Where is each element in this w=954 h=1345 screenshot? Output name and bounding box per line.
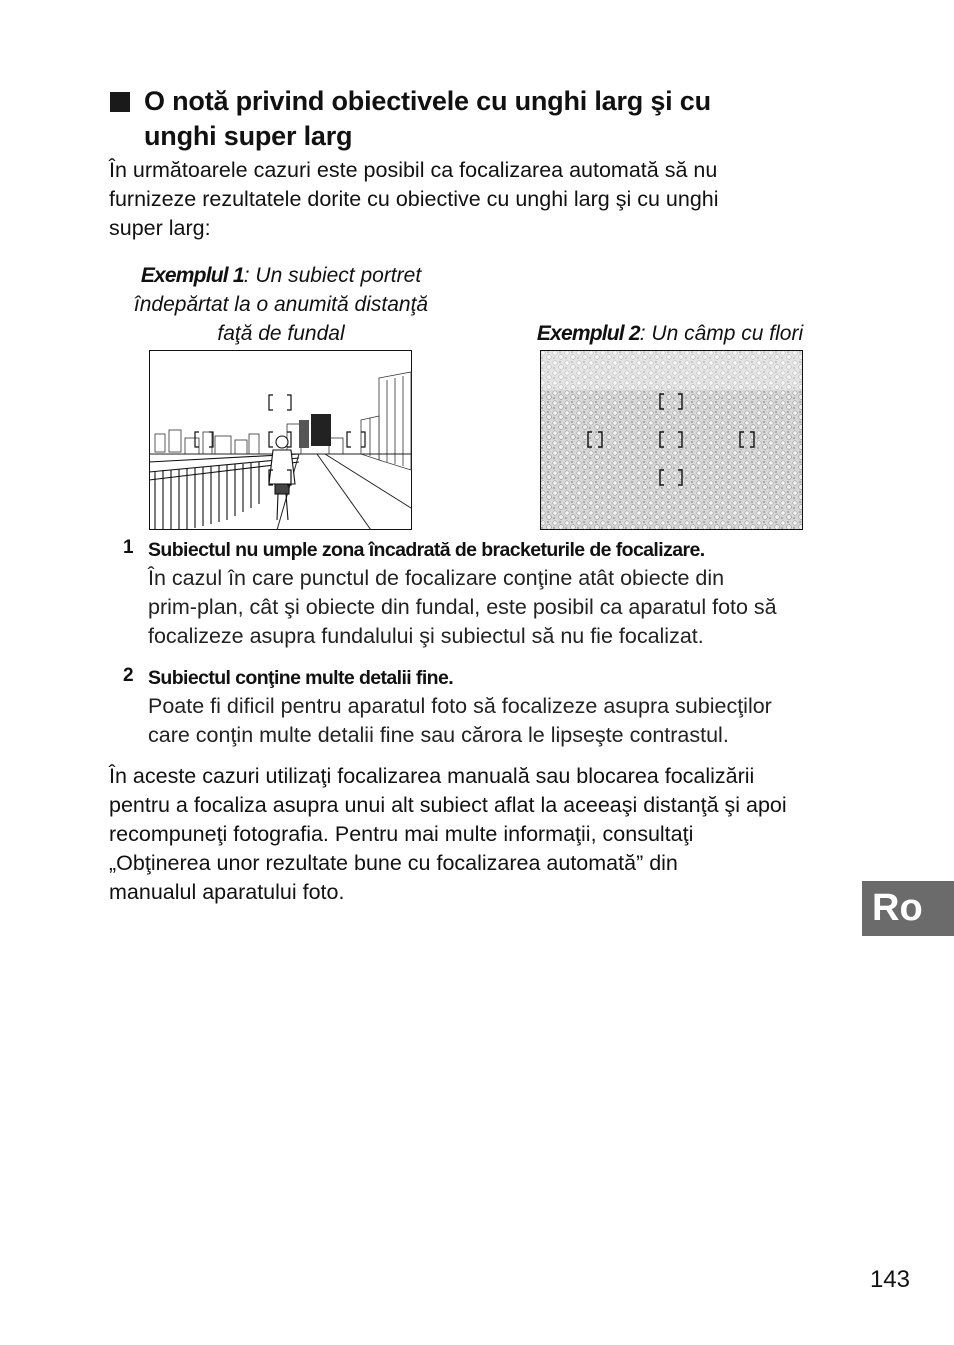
portrait-bridge-illustration	[149, 350, 412, 530]
intro-line: super larg:	[109, 216, 211, 240]
heading-line-2: unghi super larg	[144, 121, 353, 151]
item-line: focalizeze asupra fundalului şi subiectul să nu fie focalizat.	[148, 624, 704, 648]
outro-line: „Obţinerea unor rezultate bune cu focalizarea automată” din	[109, 851, 678, 875]
example-1-caption-line: faţă de fundal	[217, 322, 345, 345]
item-title: Subiectul nu umple zona încadrată de bracketurile de focalizare.	[148, 539, 705, 561]
example-1-caption	[108, 261, 454, 348]
closing-paragraph	[109, 762, 849, 907]
language-tab: Ro	[862, 881, 954, 936]
example-1-caption-line: : Un subiect portret	[243, 264, 422, 287]
item-line: În cazul în care punctul de focalizare conţine atât obiecte din	[148, 566, 725, 590]
outro-line: În aceste cazuri utilizaţi focalizarea manuală sau blocarea focalizării	[109, 764, 755, 788]
intro-paragraph	[109, 156, 849, 243]
example-2-caption	[520, 319, 820, 348]
item-line: Poate fi dificil pentru aparatul foto să focalizeze asupra subiecţilor	[148, 694, 772, 718]
example-1-caption-line: îndepărtat la o anumită distanţă	[133, 293, 429, 316]
section-heading	[144, 84, 864, 154]
example-2-caption-text: : Un câmp cu flori	[639, 322, 804, 345]
section-square-icon	[110, 92, 130, 112]
flower-field-illustration	[540, 350, 803, 530]
example-1-label: Exemplul 1	[140, 264, 244, 287]
intro-line: furnizeze rezultatele dorite cu obiective cu unghi larg şi cu unghi	[109, 187, 719, 211]
item-number: 2	[123, 665, 133, 686]
page-number: 143	[869, 1266, 910, 1293]
list-item	[148, 664, 868, 750]
example-2-label: Exemplul 2	[536, 322, 640, 345]
item-line: prim-plan, cât şi obiecte din fundal, este posibil ca aparatul foto să	[148, 595, 777, 619]
item-number: 1	[123, 537, 133, 558]
item-line: care conţin multe detalii fine sau cărora le lipseşte contrastul.	[148, 723, 729, 747]
item-title: Subiectul conţine multe detalii fine.	[148, 667, 454, 689]
heading-line-1: O notă privind obiectivele cu unghi larg şi cu	[144, 86, 711, 116]
intro-line: În următoarele cazuri este posibil ca focalizarea automată să nu	[109, 158, 718, 182]
list-item	[148, 536, 868, 651]
outro-line: pentru a focaliza asupra unui alt subiect aflat la aceeaşi distanţă şi apoi	[109, 793, 787, 817]
outro-line: manualul aparatului foto.	[109, 880, 345, 904]
outro-line: recompuneţi fotografia. Pentru mai multe informaţii, consultaţi	[109, 822, 694, 846]
